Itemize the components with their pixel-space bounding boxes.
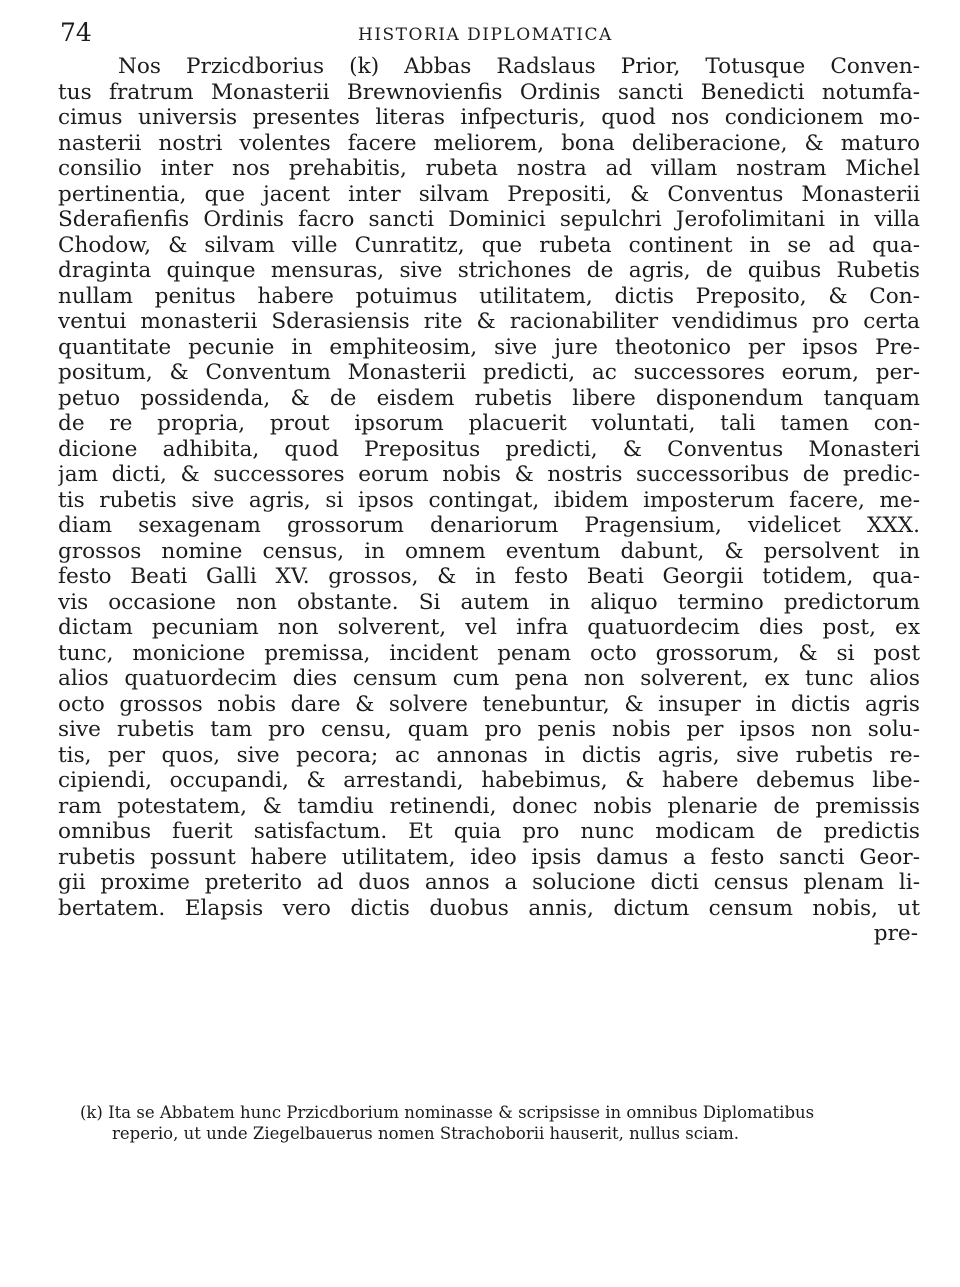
text-line: ventui monasterii Sderasiensis rite & racionabiliter vendidimus pro certa [58, 309, 920, 334]
text-line: nullam penitus habere potuimus utilitatem, dictis Preposito, & Con- [58, 283, 920, 309]
footnote [80, 1102, 920, 1144]
text-line: dicione adhibita, quod Prepositus predicti, & Conventus Monasteri [58, 436, 920, 462]
text-line: cipiendi, occupandi, & arrestandi, habebimus, & habere debemus libe- [58, 768, 920, 793]
text-line: bertatem. Elapsis vero dictis duobus annis, dictum censum nobis, ut [58, 895, 920, 921]
text-line: jam dicti, & successores eorum nobis & nostris successoribus de predic- [58, 462, 920, 487]
text-line: consilio inter nos prehabitis, rubeta nostra ad villam nostram Michel [58, 156, 920, 181]
text-line: positum, & Conventum Monasterii predicti, ac successores eorum, per- [58, 360, 920, 385]
text-line: diam sexagenam grossorum denariorum Pragensium, videlicet XXX. [58, 513, 920, 538]
text-line: Chodow, & silvam ville Cunratitz, que rubeta continent in se ad qua- [58, 232, 920, 258]
text-line: alios quatuordecim dies censum cum pena non solverent, ex tunc alios [58, 666, 920, 691]
text-line: cimus universis presentes literas infpecturis, quod nos condicionem mo- [58, 105, 920, 130]
text-line: vis occasione non obstante. Si autem in aliquo termino predictorum [58, 589, 920, 615]
text-line: pertinentia, que jacent inter silvam Prepositi, & Conventus Monasterii [58, 181, 920, 207]
text-line: draginta quinque mensuras, sive strichones de agris, de quibus Rubetis [58, 258, 920, 283]
body-text [58, 54, 920, 947]
text-line: omnibus fuerit satisfactum. Et quia pro nunc modicam de predictis [58, 819, 920, 844]
catchword: pre- [873, 921, 918, 946]
text-line: octo grossos nobis dare & solvere tenebuntur, & insuper in dictis agris [58, 691, 920, 717]
text-line: dictam pecuniam non solverent, vel infra quatuordecim dies post, ex [58, 615, 920, 640]
running-title: HISTORIA DIPLOMATICA [358, 25, 613, 45]
text-line: sive rubetis tam pro censu, quam pro penis nobis per ipsos non solu- [58, 717, 920, 742]
text-line: ram potestatem, & tamdiu retinendi, donec nobis plenarie de premissis [58, 793, 920, 819]
footnote-line: (k) Ita se Abbatem hunc Przicdborium nominasse & scripsisse in omnibus Diplomatibus [80, 1103, 815, 1122]
text-line: quantitate pecunie in emphiteosim, sive jure theotonico per ipsos Pre- [58, 334, 920, 360]
text-line: nasterii nostri volentes facere meliorem, bona deliberacione, & maturo [58, 130, 920, 156]
text-line: grossos nomine census, in omnem eventum dabunt, & persolvent in [58, 538, 920, 564]
page-header [60, 18, 920, 48]
text-line: gii proxime preterito ad duos annos a solucione dicti census plenam li- [58, 870, 920, 895]
page-number: 74 [60, 18, 92, 47]
text-line: petuo possidenda, & de eisdem rubetis libere disponendum tanquam [58, 385, 920, 411]
text-line: rubetis possunt habere utilitatem, ideo ipsis damus a festo sancti Geor- [58, 844, 920, 870]
text-line: de re propria, prout ipsorum placuerit voluntati, tali tamen con- [58, 411, 920, 436]
text-line: tis, per quos, sive pecora; ac annonas in dictis agris, sive rubetis re- [58, 742, 920, 768]
footnote-line: reperio, ut unde Ziegelbauerus nomen Strachoborii hauserit, nullus sciam. [112, 1124, 739, 1143]
text-line: Nos Przicdborius (k) Abbas Radslaus Prior, Totusque Conven- [118, 54, 920, 79]
text-line: tis rubetis sive agris, si ipsos contingat, ibidem imposterum facere, me- [58, 487, 920, 513]
text-line: festo Beati Galli XV. grossos, & in festo Beati Georgii totidem, qua- [58, 564, 920, 589]
text-line: tunc, monicione premissa, incident penam octo grossorum, & si post [58, 640, 920, 666]
text-line: Sderafienfis Ordinis facro sancti Dominici sepulchri Jerofolimitani in villa [58, 207, 920, 232]
text-line: tus fratrum Monasterii Brewnovienfis Ordinis sancti Benedicti notumfa- [58, 79, 920, 105]
